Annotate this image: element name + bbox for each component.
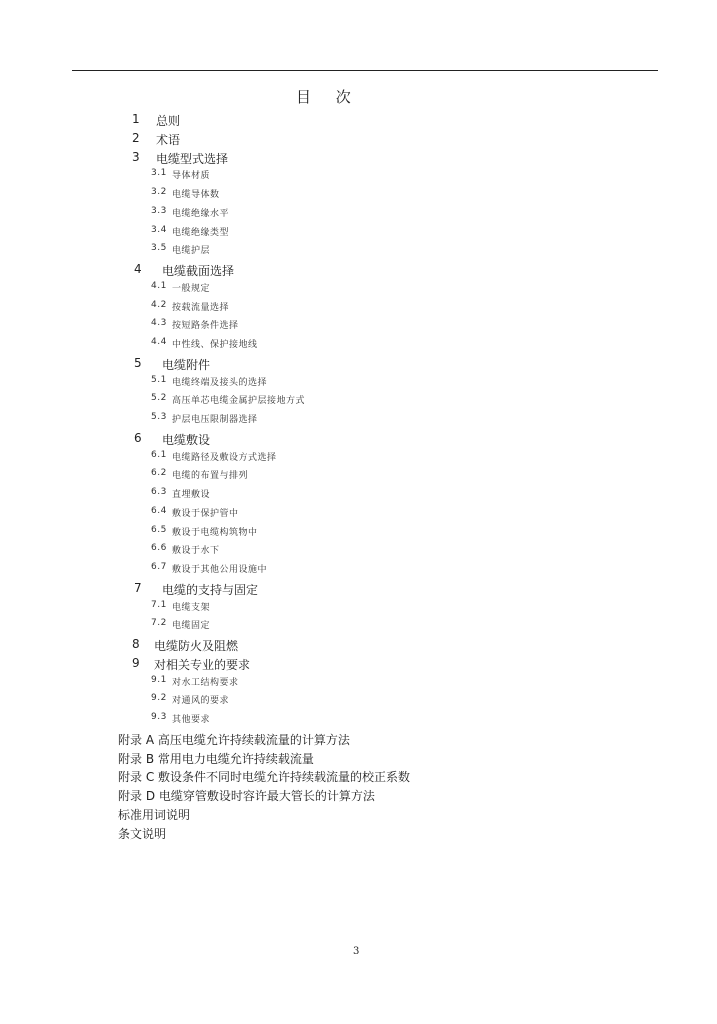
toc-text: 直埋敷设 (172, 490, 211, 500)
toc-number: 9 (132, 655, 140, 670)
toc-text: 电缆防火及阻燃 (154, 639, 239, 653)
toc-number: 9.2 (151, 693, 167, 704)
toc-number: 7.1 (151, 599, 167, 610)
toc-text: 敷设于水下 (172, 546, 220, 557)
toc-number: 4 (134, 262, 142, 276)
header-rule (72, 70, 658, 71)
toc-number: 6 (134, 430, 142, 445)
toc-number: 5.3 (151, 412, 167, 422)
toc-number: 6.1 (151, 449, 167, 460)
toc-text: 附录 C 敷设条件不同时电缆允许持续载流量的校正系数 (118, 770, 411, 785)
toc-number: 6.7 (151, 562, 167, 572)
toc-text: 总则 (156, 114, 181, 128)
toc-number: 4.3 (151, 318, 167, 329)
toc-number: 6.2 (151, 468, 167, 479)
toc-text: 电缆支架 (172, 602, 211, 613)
toc-text: 高压单芯电缆金属护层接地方式 (172, 396, 306, 407)
page-number: 3 (353, 946, 360, 957)
toc-text: 一般规定 (172, 283, 211, 294)
toc-text: 其他要求 (172, 715, 211, 725)
toc-number: 5.2 (151, 393, 167, 404)
toc-text: 对通风的要求 (172, 696, 230, 707)
toc-number: 8 (132, 637, 140, 651)
toc-number: 4.4 (151, 337, 167, 347)
toc-text: 附录 D 电缆穿管敷设时容许最大管长的计算方法 (118, 789, 375, 803)
toc-number: 3.3 (151, 205, 167, 216)
toc-number: 7 (134, 580, 142, 595)
toc-number: 6.5 (151, 524, 167, 535)
toc-text: 电缆截面选择 (162, 264, 235, 278)
toc-text: 中性线、保护接地线 (172, 340, 258, 350)
toc-number: 9.1 (151, 674, 167, 685)
toc-number: 3.5 (151, 243, 167, 254)
toc-text: 电缆绝缘类型 (172, 227, 230, 238)
toc-number: 6.4 (151, 505, 167, 516)
toc-text: 电缆的布置与排列 (172, 471, 249, 482)
toc-number: 2 (132, 130, 140, 145)
toc-text: 按短路条件选择 (172, 321, 239, 332)
toc-text: 敷设于其他公用设施中 (172, 565, 268, 575)
toc-number: 3 (132, 149, 140, 164)
page-title: 目 次 (296, 88, 361, 106)
toc-number: 9.3 (151, 712, 167, 722)
toc-text: 电缆型式选择 (156, 151, 229, 166)
toc-text: 附录 A 高压电缆允许持续载流量的计算方法 (118, 732, 350, 747)
toc-text: 护层电压限制器选择 (172, 415, 258, 425)
toc-text: 标准用词说明 (118, 807, 191, 822)
toc-text: 电缆绝缘水平 (172, 208, 230, 219)
toc-text: 对相关专业的要求 (154, 657, 251, 672)
toc-number: 5 (134, 355, 142, 370)
toc-text: 术语 (156, 132, 181, 147)
toc-text: 电缆的支持与固定 (162, 582, 259, 597)
toc-text: 条文说明 (118, 826, 167, 841)
toc-number: 4.1 (151, 280, 167, 291)
toc-number: 6.6 (151, 543, 167, 554)
toc-number: 5.1 (151, 374, 167, 385)
toc-text: 导体材质 (172, 171, 211, 182)
toc-number: 1 (132, 112, 140, 126)
toc-text: 敷设于保护管中 (172, 508, 239, 519)
toc-text: 电缆路径及敷设方式选择 (172, 452, 277, 463)
toc-number: 3.4 (151, 224, 167, 235)
toc-number: 3.1 (151, 168, 167, 179)
toc-number: 4.2 (151, 299, 167, 310)
toc-text: 附录 B 常用电力电缆允许持续载流量 (118, 751, 314, 766)
toc-number: 3.2 (151, 187, 167, 197)
toc-number: 6.3 (151, 487, 167, 497)
toc-text: 电缆终端及接头的选择 (172, 377, 268, 388)
toc-text: 敷设于电缆构筑物中 (172, 527, 258, 538)
toc-text: 电缆敷设 (162, 432, 211, 447)
toc-text: 电缆导体数 (172, 190, 220, 200)
toc-text: 电缆附件 (162, 357, 211, 372)
toc-text: 电缆固定 (172, 621, 211, 632)
toc-text: 电缆护层 (172, 246, 211, 257)
toc-text: 对水工结构要求 (172, 677, 239, 688)
toc-number: 7.2 (151, 618, 167, 629)
toc-text: 按载流量选择 (172, 302, 230, 313)
